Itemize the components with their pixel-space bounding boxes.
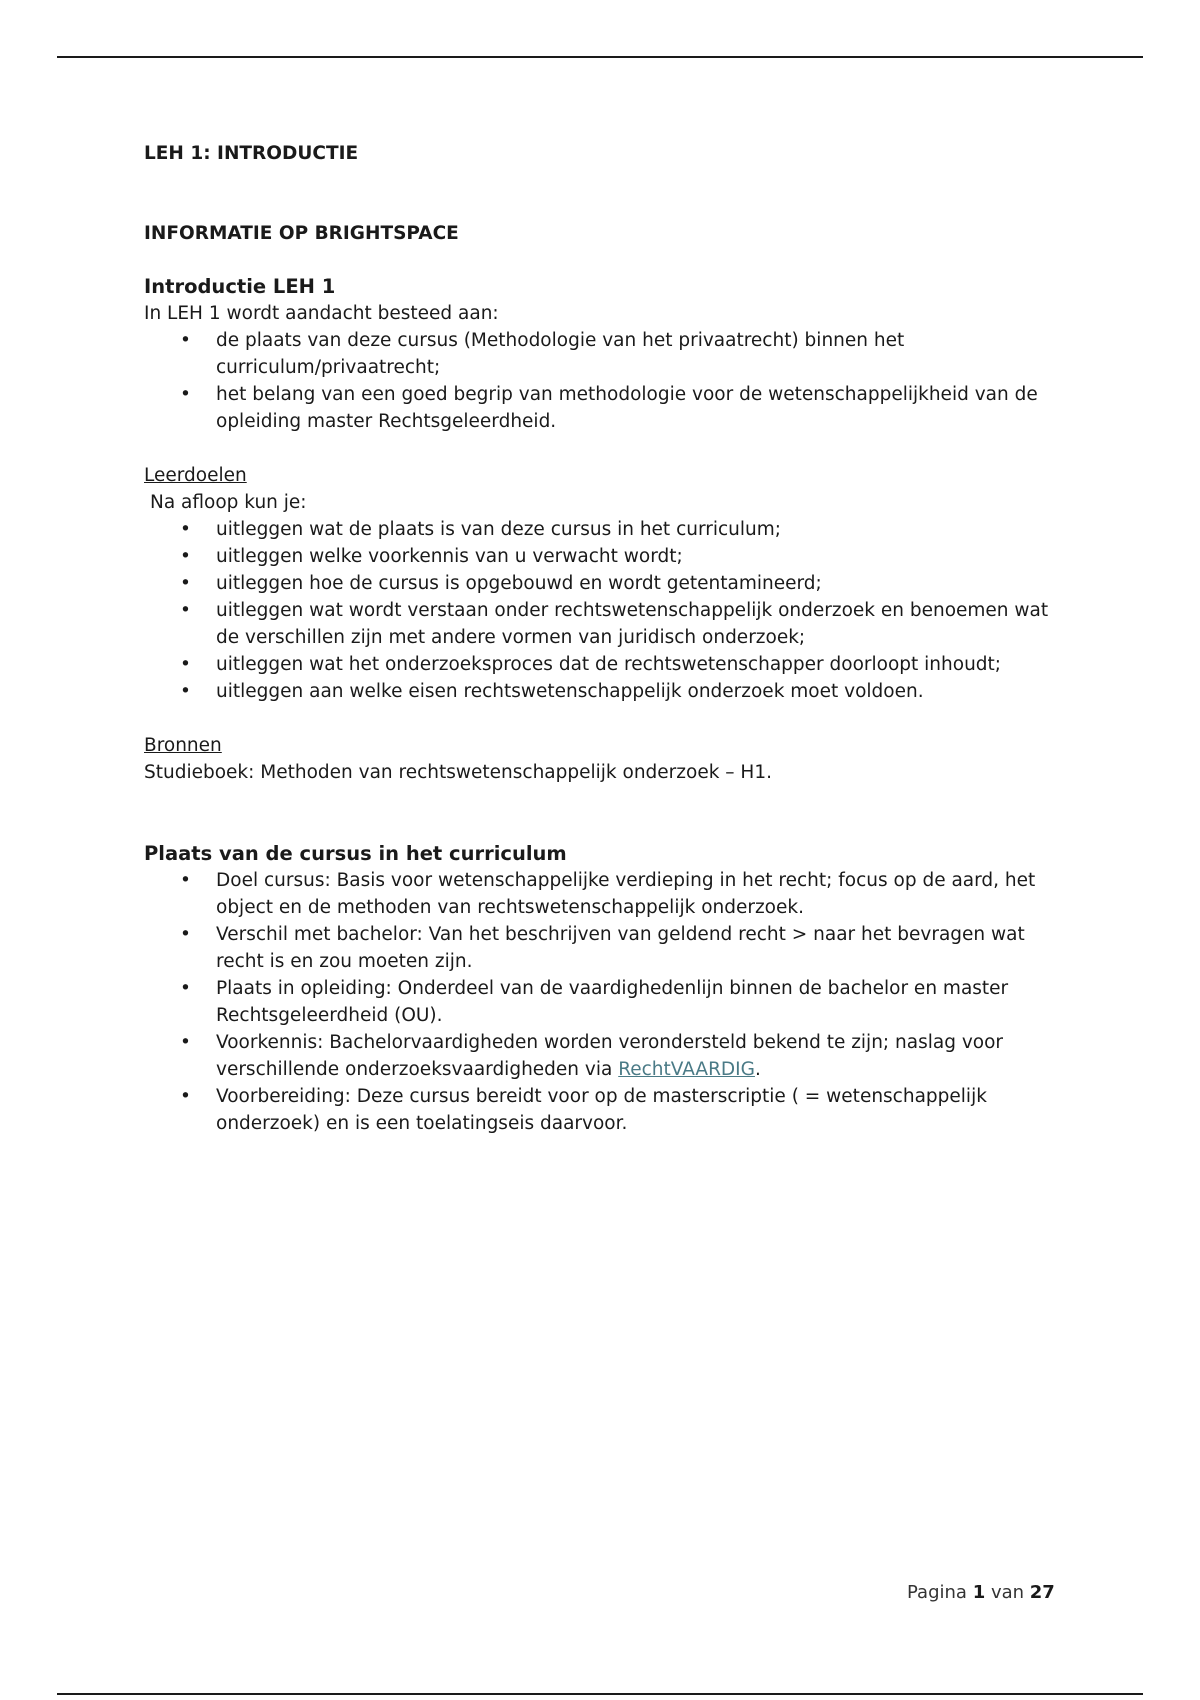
bullet-icon: • [180,978,191,999]
leerdoelen-lead: Na afloop kun je: [150,492,307,513]
list-item: • Doel cursus: Basis voor wetenschappelijke verdieping in het recht; focus op de aard, het object en de methoden van rechtswetenschappelijk onderzoek. [144,867,1064,921]
list-item: • uitleggen wat de plaats is van deze cursus in het curriculum; [144,516,1064,543]
bullet-icon: • [180,330,191,351]
header-rule [57,56,1143,58]
list-item: • uitleggen wat het onderzoeksproces dat de rechtswetenschapper doorloopt inhoudt; [144,651,1064,678]
bronnen-text: Studieboek: Methoden van rechtswetenschappelijk onderzoek – H1. [144,762,772,783]
list-item: • uitleggen aan welke eisen rechtswetenschappelijk onderzoek moet voldoen. [144,678,1064,705]
list-item: • uitleggen welke voorkennis van u verwacht wordt; [144,543,1064,570]
bullet-icon: • [180,924,191,945]
bronnen-heading: Bronnen [144,735,222,756]
bullet-icon: • [180,573,191,594]
list-item: • Voorkennis: Bachelorvaardigheden worden verondersteld bekend te zijn; naslag voor verschillende onderzoeksvaardigheden via RechtVAARDIG. [144,1029,1064,1083]
rechtvaardig-link[interactable]: RechtVAARDIG [618,1059,755,1080]
bullet-icon: • [180,384,191,405]
plaats-heading: Plaats van de cursus in het curriculum [144,842,567,865]
list-item: • het belang van een goed begrip van methodologie voor de wetenschappelijkheid van de opleiding master Rechtsgeleerdheid. [144,381,1064,435]
list-item: • Verschil met bachelor: Van het beschrijven van geldend recht > naar het bevragen wat recht is en zou moeten zijn. [144,921,1064,975]
bullet-icon: • [180,546,191,567]
document-body [144,140,1064,1137]
bullet-icon: • [180,519,191,540]
bullet-icon: • [180,681,191,702]
intro-list [144,327,1064,435]
document-title: LEH 1: INTRODUCTIE [144,143,359,164]
page-number: Pagina 1 van 27 [907,1582,1055,1603]
list-item: • uitleggen wat wordt verstaan onder rechtswetenschappelijk onderzoek en benoemen wat de verschillen zijn met andere vormen van juridisch onderzoek; [144,597,1064,651]
bullet-icon: • [180,870,191,891]
plaats-list [144,867,1064,1137]
list-item: • Plaats in opleiding: Onderdeel van de vaardighedenlijn binnen de bachelor en master Rechtsgeleerdheid (OU). [144,975,1064,1029]
bullet-icon: • [180,1032,191,1053]
leerdoelen-heading: Leerdoelen [144,465,247,486]
intro-lead: In LEH 1 wordt aandacht besteed aan: [144,303,499,324]
footer-rule [57,1693,1143,1695]
intro-heading: Introductie LEH 1 [144,275,336,298]
leerdoelen-list [144,516,1064,705]
list-item: • Voorbereiding: Deze cursus bereidt voor op de masterscriptie ( = wetenschappelijk onderzoek) en is een toelatingseis daarvoor. [144,1083,1064,1137]
list-item: • de plaats van deze cursus (Methodologie van het privaatrecht) binnen het curriculum/privaatrecht; [144,327,1064,381]
bullet-icon: • [180,654,191,675]
list-item: • uitleggen hoe de cursus is opgebouwd en wordt getentamineerd; [144,570,1064,597]
bullet-icon: • [180,1086,191,1107]
section-heading: INFORMATIE OP BRIGHTSPACE [144,223,459,244]
bullet-icon: • [180,600,191,621]
